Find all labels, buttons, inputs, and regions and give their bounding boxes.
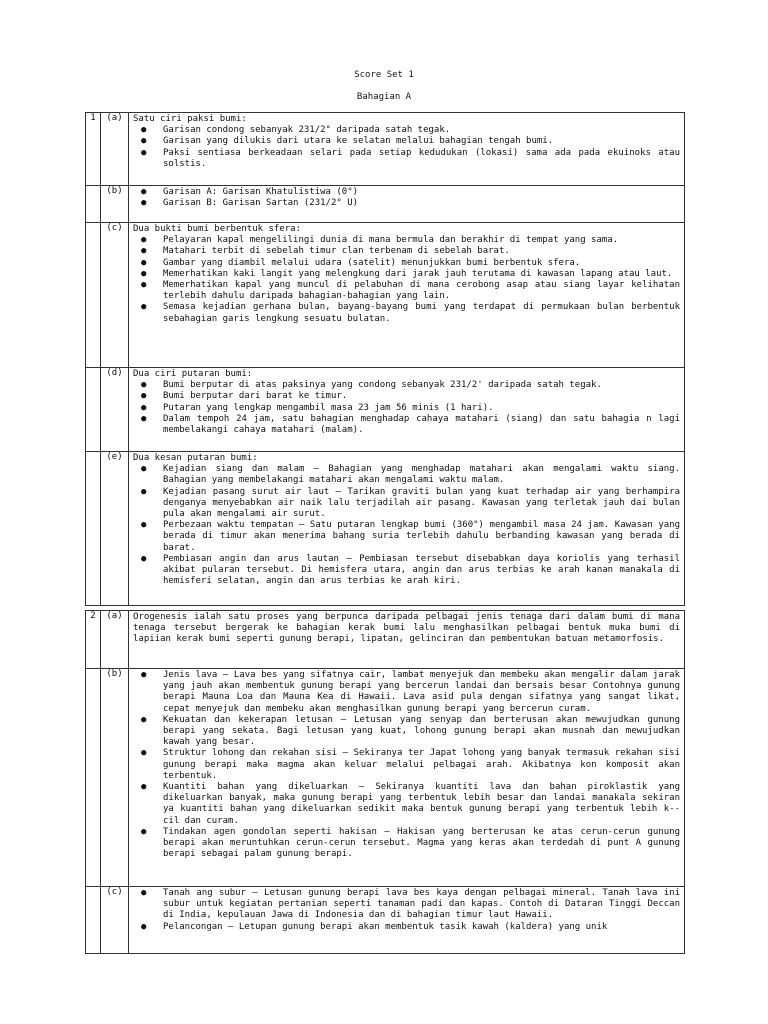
part-label: (b) (101, 186, 129, 223)
answer-cell: Orogenesis ialah satu proses yang berpunca daripada pelbagai jenis tenaga dari dalam bumi di mana tenaga tersebut bergerak ke bahagian kerak bumi lalu menghasilkan pelbagai bentuk muka bumi di lapiian kerak bumi seperti gunung berapi, lipatan, gelinciran dan pembentukan batuan metamorfosis. (129, 611, 685, 669)
bullet-point (133, 302, 680, 324)
bullet-text: Kekuatan dan kekerapan letusan – Letusan yang senyap dan berterusan akan mewujudkan gunung berapi yang sekata. Bagi letusan yang kuat, lohong gunung berapi akan musnah dan mewujudkan kawah yang besar. (163, 714, 680, 748)
bullet-point (133, 922, 680, 933)
bullet-text: Semasa kejadian gerhana bulan, bayang-bayang bumi yang terdapat di permukaan bulan berbentuk sebahagian garis lengkung sesuatu bulatan. (163, 302, 680, 324)
q1-part-c-row (86, 223, 685, 368)
bullet-icon: ● (141, 670, 147, 680)
bullet-list (133, 380, 680, 436)
bullet-text: Garisan yang dilukis dari utara ke selatan melalui bahagian tengah bumi. (163, 136, 554, 147)
document-title: Score Set 1 (354, 70, 414, 80)
bullet-icon: ● (141, 391, 147, 402)
bullet-point (133, 487, 680, 521)
question-number: 2 (86, 611, 101, 669)
bullet-text: Garisan A: Garisan Khatulistiwa (0°) (163, 187, 359, 197)
bullet-point (133, 380, 680, 391)
bullet-text: Memerhatikan kapal yang muncul di pelabuhan di mana cerobong asap atau siang layar kelihatan terlebih dahulu daripada bahagian-bahagian yang lain. (163, 280, 680, 302)
bullet-icon: ● (141, 413, 147, 424)
answer-cell (129, 452, 685, 606)
bullet-icon: ● (141, 826, 147, 837)
bullet-icon: ● (141, 888, 147, 898)
bullet-icon: ● (141, 748, 147, 759)
q1-part-b-row (86, 186, 685, 223)
part-label: (e) (101, 452, 129, 606)
bullet-point (133, 464, 680, 486)
bullet-text: Kejadian pasang surut air laut – Tarikan graviti bulan yang kuat terhadap air yang berhampira denganya menyebabkan air naik lalu terjadilah air pasang. Kawasan yang terletak jauh dai bulan pula akan mengalami air surut. (163, 486, 680, 520)
part-label: (c) (101, 223, 129, 368)
answer-heading: Dua kesan putaran bumi: (133, 453, 258, 463)
bullet-icon: ● (141, 246, 147, 257)
answer-cell (129, 368, 685, 452)
bullet-icon: ● (141, 125, 147, 136)
bullet-list (133, 235, 680, 325)
bullet-list (133, 464, 680, 587)
bullet-text: Putaran yang lengkap mengambil masa 23 jam 56 minis (1 hari). (163, 402, 494, 413)
answer-cell (129, 186, 685, 223)
q2-part-a-row (86, 611, 685, 669)
bullet-point (133, 280, 680, 302)
bullet-text: Bumi berputar dari barat ke timur. (163, 391, 348, 402)
bullet-point (133, 827, 680, 861)
bullet-text: Dalam tempoh 24 jam, satu bahagian menghadap cahaya matahari (siang) dan satu bahagia n lagi membelakangi cahaya matahari (malam). (163, 413, 680, 436)
bullet-point (133, 246, 680, 257)
bullet-text: Gambar yang diambil melalui udara (satelit) menunjukkan bumi berbentuk sfera. (163, 257, 581, 268)
q2-part-c-row (86, 887, 685, 954)
bullet-point (133, 554, 680, 588)
q2-part-b-row (86, 669, 685, 887)
bullet-point (133, 269, 680, 280)
bullet-list (133, 187, 680, 209)
bullet-point (133, 403, 680, 414)
bullet-icon: ● (141, 520, 147, 531)
answer-heading: Dua bukti bumi berbentuk sfera: (133, 224, 301, 234)
bullet-text: Garisan condong sebanyak 231/2° daripada satah tegak. (163, 125, 451, 136)
question-1-table (85, 112, 685, 606)
bullet-icon: ● (141, 136, 147, 147)
q1-part-e-row (86, 452, 685, 606)
bullet-text: Bumi berputar di atas paksinya yang condong sebanyak 231/2' daripada satah tegak. (163, 380, 602, 391)
bullet-point (133, 198, 680, 209)
bullet-icon: ● (141, 486, 147, 497)
bullet-icon: ● (141, 380, 147, 391)
bullet-point (133, 391, 680, 402)
part-label: (a) (101, 113, 129, 186)
bullet-point (133, 258, 680, 269)
bullet-text: Struktur lohong dan rekahan sisi – Sekiranya ter Japat lohong yang banyak termasuk rekahan sisi gunung berapi maka magma akan keluar melalui pelbagai arah. Akibatnya kon komposit akan terbentuk. (163, 748, 680, 781)
q1-part-a-row (86, 113, 685, 186)
bullet-point (133, 136, 680, 147)
section-title: Bahagian A (356, 92, 412, 102)
answer-cell (129, 887, 685, 954)
bullet-icon: ● (141, 714, 147, 725)
bullet-text: Matahari terbit di sebelah timur clan terbenam di sebelah barat. (163, 246, 510, 257)
bullet-icon: ● (141, 147, 147, 158)
bullet-point (133, 520, 680, 554)
bullet-text: Pelayaran kapal mengelilingi dunia di mana bermula dan berakhir di tempat yang sama. (163, 235, 619, 246)
bullet-icon: ● (141, 280, 147, 291)
bullet-point (133, 148, 680, 170)
answer-heading: Dua ciri putaran bumi: (133, 369, 253, 379)
bullet-icon: ● (141, 402, 147, 413)
bullet-list (133, 125, 680, 170)
bullet-icon: ● (141, 782, 147, 793)
bullet-list (133, 670, 680, 860)
part-label: (a) (101, 611, 129, 669)
bullet-point (133, 235, 680, 246)
bullet-text: Kuantiti bahan yang dikeluarkan – Sekiranya kuantiti lava dan bahan piroklastik yang dikeluarkan banyak, maka gunung berapi yang terbentuk lebih besar dan landai manakala sekiran ya kuantiti bahan yang dikeluarkan sedikit maka bentuk gunung berapi yang terbentuk lebih k--cil dan curam. (163, 782, 680, 826)
bullet-list (133, 888, 680, 933)
bullet-point (133, 670, 680, 715)
bullet-point (133, 748, 680, 782)
bullet-point (133, 125, 680, 136)
bullet-icon: ● (141, 921, 147, 932)
bullet-icon: ● (141, 302, 147, 313)
q1-part-d-row (86, 368, 685, 452)
bullet-icon: ● (141, 553, 147, 564)
bullet-icon: ● (141, 268, 147, 279)
question-number: 1 (86, 113, 101, 186)
answer-cell (129, 669, 685, 887)
bullet-icon: ● (141, 257, 147, 268)
bullet-text: Perbezaan waktu tempatan – Satu putaran lengkap bumi (360°) mengambil masa 24 jam. Kawasan yang berada di timur akan menerima bahang suria terlebih dahulu berbanding kawasan yang berada di barat. (163, 520, 680, 553)
bullet-text: Pembiasan angin dan arus lautan – Pembiasan tersebut disebabkan daya koriolis yang terhasil akibat pularan tersebut. Di hemisfera utara, angin dan arus terbias ke arah kanan manakala di hemisferi selatan, angin dan arus terbias ke arah kiri. (163, 553, 680, 587)
bullet-icon: ● (141, 464, 147, 475)
answer-cell (129, 223, 685, 368)
part-label: (c) (101, 887, 129, 954)
bullet-icon: ● (141, 187, 147, 197)
bullet-text: Memerhatikan kaki langit yang melengkung dari jarak jauh terutama di kawasan lapang atau laut. (163, 268, 673, 279)
bullet-point (133, 715, 680, 749)
bullet-text: Garisan B: Garisan Sartan (231/2° U) (163, 198, 359, 209)
bullet-icon: ● (141, 235, 147, 246)
bullet-text: Tindakan agen gondolan seperti hakisan – Hakisan yang berterusan ke atas cerun-cerun gunung berapi akan meruntuhkan cerun-cerun tersebut. Magma yang keras akan terdedah di punt A gunung berapi sebagai palam gunung berapi. (163, 826, 680, 860)
bullet-text: Paksi sentiasa berkeadaan selari pada setiap kedudukan (lokasi) sama ada pada ekuinoks atau solstis. (163, 147, 680, 169)
bullet-point (133, 888, 680, 922)
part-label: (d) (101, 368, 129, 452)
question-2-table (85, 610, 685, 954)
bullet-icon: ● (141, 198, 147, 209)
bullet-text: Pelancongan – Letupan gunung berapi akan membentuk tasik kawah (kaldera) yang unik (163, 921, 608, 932)
bullet-point (133, 782, 680, 827)
answer-heading: Satu ciri paksi bumi: (133, 114, 247, 124)
bullet-text: Tanah ang subur – Letusan gunung berapi lava bes kaya dengan pelbagai mineral. Tanah lava ini subur untuk kegiatan pertanian seperti tanaman padi dan kapas. Contoh di Dataran Tinggi Deccan di India, kepulauan Jawa di Indonesia dan di bahagian timur laut Hawaii. (163, 888, 680, 921)
answer-cell (129, 113, 685, 186)
bullet-text: Kejadian siang dan malam – Bahagian yang menghadap matahari akan mengalami waktu siang. Bahagian yang membelakangi matahari akan mengalami waktu malam. (163, 464, 680, 486)
bullet-point (133, 414, 680, 436)
bullet-point (133, 187, 680, 198)
part-label: (b) (101, 669, 129, 887)
bullet-text: Jenis lava – Lava bes yang sifatnya cair, lambat menyejuk dan membeku akan mengalir dalam jarak yang jauh akan membentuk gunung berapi yang bercerun landai dan bersais besar Contohnya gunung berapi Mauna Loa dan Mauna Kea di Hawaii. Lava asid pula dengan sifatnya yang sangat likat, cepat menyejuk dan membeku akan menghasilkan gunung berapi yang bercerun curam. (163, 670, 680, 714)
